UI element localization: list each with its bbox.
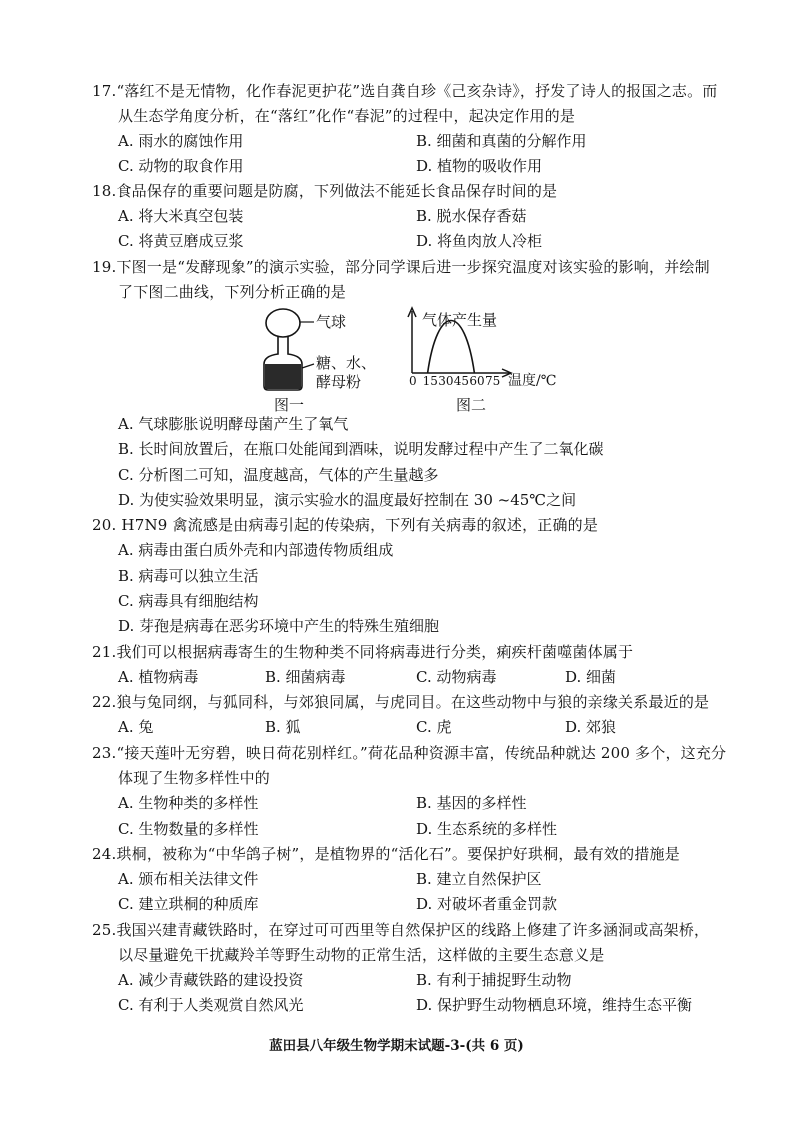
question-22-option-d: D. 郊狼 — [565, 718, 617, 736]
question-21-option-b: B. 细菌病毒 — [265, 668, 346, 686]
question-20-option-d: D. 芽孢是病毒在恶劣环境中产生的特殊生殖细胞 — [118, 617, 440, 635]
page-footer: 蓝田县八年级生物学期末试题-3-(共 6 页) — [269, 1038, 524, 1054]
contents-label-1: 糖、水、 — [316, 354, 377, 372]
question-17-option-c: C. 动物的取食作用 — [118, 157, 244, 175]
question-25-option-d: D. 保护野生动物栖息环境，维持生态平衡 — [416, 996, 693, 1014]
figure-2-caption: 图二 — [456, 396, 487, 414]
question-24-option-b: B. 建立自然保护区 — [416, 870, 542, 888]
contents-label-2: 酵母粉 — [316, 373, 362, 391]
question-24-option-a: A. 颁布相关法律文件 — [118, 870, 259, 888]
question-18-option-b: B. 脱水保存香菇 — [416, 207, 527, 225]
x-tick-label: 30 — [438, 374, 454, 388]
question-25-option-b: B. 有利于捕捉野生动物 — [416, 971, 572, 989]
question-24-option-c: C. 建立珙桐的种质库 — [118, 895, 259, 913]
question-21-option-a: A. 植物病毒 — [118, 668, 199, 686]
question-23-stem-line-2: 体现了生物多样性中的 — [118, 769, 271, 787]
question-18-option-d: D. 将鱼肉放人冷柜 — [416, 232, 543, 250]
question-17-option-a: A. 雨水的腐蚀作用 — [118, 132, 244, 150]
question-25-option-c: C. 有利于人类观赏自然风光 — [118, 996, 304, 1014]
question-21-option-d: D. 细菌 — [565, 668, 617, 686]
question-19-stem-line-2: 了下图二曲线，下列分析正确的是 — [118, 283, 347, 301]
question-22-stem-line-1: 22.狼与兔同纲，与狐同科，与郊狼同属，与虎同目。在这些动物中与狼的亲缘关系最近的是 — [92, 693, 710, 711]
question-20-option-b: B. 病毒可以独立生活 — [118, 567, 259, 585]
x-tick-label: 15 — [422, 374, 438, 388]
question-22-option-b: B. 狐 — [265, 718, 301, 736]
question-22-option-a: A. 兔 — [118, 718, 154, 736]
question-23-stem-line-1: 23.“接天莲叶无穷碧，映日荷花别样红。”荷花品种资源丰富，传统品种就达 200 多个，这充分 — [92, 744, 727, 762]
x-tick-label: 45 — [453, 374, 470, 388]
question-18-stem-line-1: 18.食品保存的重要问题是防腐，下列做法不能延长食品保存时间的是 — [92, 182, 558, 200]
x-tick-label: 60 — [469, 374, 485, 388]
figure-1-caption: 图一 — [274, 396, 305, 414]
question-20-stem-line-1: 20. H7N9 禽流感是由病毒引起的传染病，下列有关病毒的叙述，正确的是 — [92, 516, 599, 534]
question-23-option-a: A. 生物种类的多样性 — [118, 794, 259, 812]
question-19-option-b: B. 长时间放置后，在瓶口处能闻到酒味，说明发酵过程中产生了二氧化碳 — [118, 440, 604, 458]
question-21-stem-line-1: 21.我们可以根据病毒寄生的生物种类不同将病毒进行分类，痢疾杆菌噬菌体属于 — [92, 643, 634, 661]
question-18-option-a: A. 将大米真空包装 — [118, 207, 244, 225]
question-19-stem-line-1: 19.下图一是“发酵现象”的演示实验，部分同学课后进一步探究温度对该实验的影响，并绘制 — [92, 258, 710, 276]
question-24-option-d: D. 对破坏者重金罚款 — [416, 895, 558, 913]
question-19-option-d: D. 为使实验效果明显，演示实验水的温度最好控制在 30 ~45℃之间 — [118, 491, 577, 509]
question-25-stem-line-2: 以尽量避免干扰藏羚羊等野生动物的正常生活，这样做的主要生态意义是 — [118, 946, 605, 964]
balloon-label: 气球 — [316, 313, 347, 331]
question-25-stem-line-1: 25.我国兴建青藏铁路时，在穿过可可西里等自然保护区的线路上修建了许多涵洞或高架桥， — [92, 921, 710, 939]
question-19-option-a: A. 气球膨胀说明酵母菌产生了氧气 — [118, 415, 349, 433]
question-20-option-a: A. 病毒由蛋白质外壳和内部遗传物质组成 — [118, 541, 394, 559]
question-24-stem-line-1: 24.珙桐，被称为“中华鸽子树”，是植物界的“活化石”。要保护好珙桐，最有效的措施是 — [92, 845, 680, 863]
balloon-shape — [266, 309, 300, 337]
question-17-option-d: D. 植物的吸收作用 — [416, 157, 543, 175]
question-17-stem-line-1: 17.“落红不是无情物，化作春泥更护花”选自龚自珍《己亥杂诗》，抒发了诗人的报国之志。而 — [92, 82, 718, 100]
question-23-option-b: B. 基因的多样性 — [416, 794, 527, 812]
question-25-option-a: A. 减少青藏铁路的建设投资 — [118, 971, 304, 989]
question-21-option-c: C. 动物病毒 — [416, 668, 497, 686]
question-17-stem-line-2: 从生态学角度分析，在“落红”化作“春泥”的过程中，起决定作用的是 — [118, 107, 576, 125]
question-19-option-c: C. 分析图二可知，温度越高，气体的产生量越多 — [118, 466, 439, 484]
y-axis-label: 气体产生量 — [422, 311, 498, 329]
question-23-option-d: D. 生态系统的多样性 — [416, 820, 558, 838]
question-22-option-c: C. 虎 — [416, 718, 452, 736]
liquid-contents — [265, 364, 301, 389]
question-18-option-c: C. 将黄豆磨成豆浆 — [118, 232, 244, 250]
question-17-option-b: B. 细菌和真菌的分解作用 — [416, 132, 587, 150]
figure-1-fermentation-apparatus — [254, 300, 404, 415]
x-axis-label: 温度/℃ — [508, 373, 557, 389]
figure-2-gas-production-chart — [398, 303, 568, 416]
question-23-option-c: C. 生物数量的多样性 — [118, 820, 259, 838]
x-tick-label: 0 — [409, 374, 417, 388]
x-tick-label: 75 — [485, 374, 501, 388]
question-20-option-c: C. 病毒具有细胞结构 — [118, 592, 259, 610]
